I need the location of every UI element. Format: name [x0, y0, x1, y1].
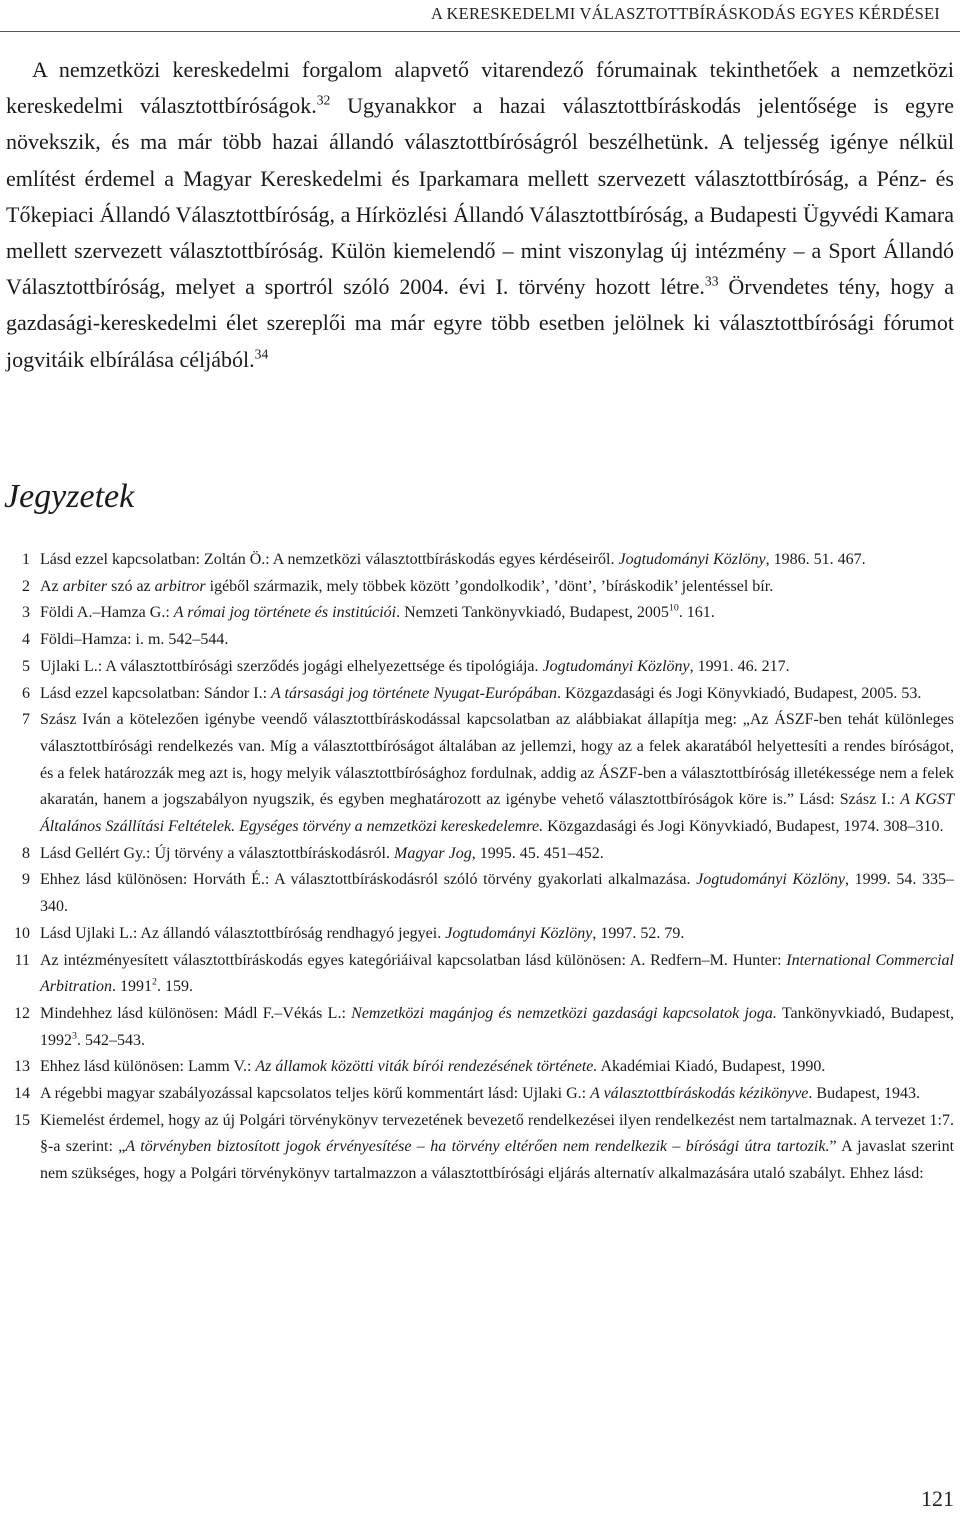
note-text-italic: Jogtudományi Közlöny	[445, 924, 593, 942]
note-text-a: Az intézményesített választottbíráskodás egyes kategóriáival kapcsolatban lásd különösen: A. Redfern–M. Hunter:	[40, 951, 787, 969]
note-text-c: . 161.	[678, 604, 715, 622]
note-text-b: , 1986. 51. 467.	[765, 551, 866, 568]
header-rule	[0, 31, 960, 32]
note-text	[40, 1108, 954, 1188]
note-text-a: Lásd ezzel kapcsolatban: Sándor I.:	[40, 684, 272, 702]
note-text-a: Ehhez lásd különösen: Lamm V.:	[40, 1058, 256, 1076]
note-text	[40, 867, 954, 920]
note-text-b: . Közgazdasági és Jogi Könyvkiadó, Budapest, 2005. 53.	[556, 684, 922, 702]
note-text-italic: Nemzetközi magánjog és nemzetközi gazdasági kapcsolatok joga.	[351, 1004, 777, 1022]
note-number: 6	[22, 684, 30, 702]
note-item	[0, 1054, 954, 1081]
note-number: 15	[14, 1111, 30, 1129]
note-text-b: Tankönyvkiadó, Budapest, 1992	[40, 1004, 955, 1049]
note-item	[0, 627, 954, 654]
body-text	[6, 52, 954, 378]
note-text-b: . Budapest, 1943.	[808, 1085, 920, 1103]
note-item	[0, 1081, 954, 1108]
note-item	[0, 948, 954, 1001]
note-text	[40, 841, 954, 868]
note-text-b: , 1995. 45. 451–452.	[471, 844, 604, 862]
note-item	[0, 1108, 954, 1188]
note-item	[0, 1001, 954, 1054]
note-text-a: Ujlaki L.: A választottbírósági szerződés jogági elhelyezettsége és tipológiája.	[40, 657, 543, 675]
note-superscript: 10	[668, 603, 679, 615]
note-text-a: Földi–Hamza: i. m. 542–544.	[40, 631, 229, 649]
note-text-italic: Jogtudományi Közlöny	[696, 871, 845, 889]
footnote-ref-34[interactable]: 34	[254, 346, 269, 362]
note-number: 11	[14, 951, 30, 969]
note-text-b: ” A javaslat szerint nem szükséges, hogy a Polgári törvénykönyv tartalmazzon a választottbírósági eljárás alternatív alkalmazására utaló szabályt. Ehhez lásd:	[40, 1138, 955, 1183]
note-text-italic: Jogtudományi Közlöny	[542, 657, 690, 675]
note-text-a: Kiemelést érdemel, hogy az új Polgári törvénykönyv tervezetének bevezető rendelkezései ilyen rendelkezést nem tartalmaznak. A tervezet 1:7. §-a szerint: „	[40, 1111, 954, 1156]
note-number: 12	[14, 1004, 30, 1022]
note-number: 8	[22, 844, 30, 862]
note-text	[40, 948, 954, 1001]
note-text-a: Lásd Gellért Gy.: Új törvény a választottbíráskodásról.	[40, 844, 394, 862]
note-item	[0, 867, 954, 920]
note-number: 9	[22, 871, 30, 889]
note-text-a: Lásd Ujlaki L.: Az állandó választottbíróság rendhagyó jegyei.	[40, 924, 446, 942]
note-text	[40, 547, 954, 574]
note-text-italic: Az államok közötti viták bírói rendezésének története.	[255, 1058, 598, 1076]
note-text	[40, 1054, 954, 1081]
body-text-part3: Örvendetes tény, hogy a gazdasági-kereskedelmi élet szereplői ma már egyre több esetben jelölnek ki választottbírósági fórumot jogvitáik elbírálása céljából.	[6, 274, 954, 372]
running-header: A KERESKEDELMI VÁLASZTOTTBÍRÁSKODÁS EGYES KÉRDÉSEI	[431, 4, 940, 23]
note-text-italic: arbiter	[62, 577, 108, 595]
note-item	[0, 707, 954, 841]
notes-list	[0, 547, 954, 1188]
note-number: 7	[22, 711, 30, 729]
note-text-a: Lásd ezzel kapcsolatban: Zoltán Ö.: A nemzetközi választottbíráskodás egyes kérdéseiről.	[40, 551, 619, 568]
note-text-b: . 1991	[112, 978, 153, 996]
note-text	[40, 654, 954, 681]
notes-title: Jegyzetek	[4, 478, 135, 515]
note-text	[40, 574, 954, 601]
note-item	[0, 841, 954, 868]
note-text-c: . 542–543.	[76, 1031, 145, 1049]
note-item	[0, 681, 954, 708]
note-text-italic: A KGST Általános Szállítási Feltételek. Egységes törvény a nemzetközi kereskedelemre.	[40, 791, 955, 836]
note-text-b: Akadémiai Kiadó, Budapest, 1990.	[597, 1058, 826, 1076]
note-number: 3	[22, 604, 30, 622]
note-text-b: . Nemzeti Tankönyvkiadó, Budapest, 2005	[396, 604, 669, 622]
note-item	[0, 574, 954, 601]
body-paragraph	[6, 52, 954, 378]
body-text-part2: Ugyanakkor a hazai választottbíráskodás jelentősége is egyre növekszik, és ma már több hazai állandó választottbíróságról beszélhetünk. A teljesség igénye nélkül említést érdemel a Magyar Kereskedelmi és Iparkamara mellett szervezett választottbíróság, a Pénz- és Tőkepiaci Állandó Választottbíróság, a Hírközlési Állandó Választottbíróság, a Budapesti Ügyvédi Kamara mellett szervezett választottbíróság. Külön kiemelendő – mint viszonylag új intézmény – a Sport Állandó Választottbíróság, melyet a sportról szóló 2004. évi I. törvény hozott létre.	[6, 93, 955, 300]
note-text-a: Az	[40, 577, 63, 595]
note-text-b: , 1997. 52. 79.	[592, 924, 685, 942]
note-superscript: 3	[72, 1030, 77, 1042]
note-text-italic: International Commercial Arbitration	[40, 951, 954, 996]
note-text	[40, 681, 954, 708]
note-text-b: , 1991. 46. 217.	[689, 657, 790, 675]
note-number: 10	[14, 924, 30, 942]
footnote-ref-32[interactable]: 32	[316, 92, 331, 108]
note-item	[0, 654, 954, 681]
note-text-italic: Jogtudományi Közlöny	[618, 551, 766, 568]
note-text-italic: A társasági jog története Nyugat-Európában	[271, 684, 557, 702]
footnote-ref-33[interactable]: 33	[704, 273, 719, 289]
note-number: 13	[14, 1058, 30, 1076]
note-text-b: szó az	[107, 577, 155, 595]
note-text-a: Szász Iván a kötelezően igénybe veendő választottbíráskodással kapcsolatban az alábbiakat állapítja meg: „Az ÁSZF-ben tehát különleges választottbírósági rendelkezés van. Míg a választottbíróságot általában az jellemzi, hogy az a felek akaratából helyettesíti a rendes bíróságot, és a felek határozzák meg azt is, hogy melyik választottbírósághoz fordulnak, addig az ÁSZF-ben a választottbíróság illetékessége nem a felek akaratán, hanem a jogszabályon nyugszik, és egyben meghatározott az igénybe vehető választottbíróságok köre is.” Lásd: Szász I.:	[40, 711, 954, 809]
note-text-italic-2: arbitror	[154, 577, 206, 595]
note-number: 5	[22, 657, 30, 675]
body-text-part1: A nemzetközi kereskedelmi forgalom alapvető vitarendező fórumainak tekinthetőek a nemzetközi kereskedelmi választottbíróságok.	[6, 57, 954, 119]
note-text	[40, 600, 954, 627]
note-text-a: Földi A.–Hamza G.:	[40, 604, 174, 622]
note-text	[40, 1001, 954, 1054]
note-text-b: Közgazdasági és Jogi Könyvkiadó, Budapest, 1974. 308–310.	[543, 818, 944, 836]
note-text-a: Ehhez lásd különösen: Horváth É.: A választottbíráskodásról szóló törvény gyakorlati alkalmazása.	[40, 871, 697, 889]
note-item	[0, 921, 954, 948]
note-text-italic: A választottbíráskodás kézikönyve	[590, 1085, 809, 1103]
note-text-italic: A római jog története és institúciói	[173, 604, 397, 622]
note-number: 2	[22, 577, 30, 595]
note-text-c: igéből származik, mely többek között ’gondolkodik’, ’dönt’, ’bíráskodik’ jelentéssel bír.	[205, 577, 774, 595]
note-text	[40, 707, 954, 841]
note-text-a: Mindehhez lásd különösen: Mádl F.–Vékás L.:	[40, 1004, 352, 1022]
note-text-italic: A törvényben biztosított jogok érvényesítése – ha törvény eltérően nem rendelkezik – bírósági útra tartozik.	[125, 1138, 830, 1156]
note-text	[40, 1081, 954, 1108]
note-text-a: A régebbi magyar szabályozással kapcsolatos teljes körű kommentárt lásd: Ujlaki G.:	[40, 1085, 591, 1103]
note-number: 4	[22, 631, 30, 649]
note-superscript: 2	[152, 976, 157, 988]
note-text-italic: Magyar Jog	[393, 844, 472, 862]
note-number: 14	[14, 1085, 30, 1103]
note-text	[40, 627, 954, 654]
note-text	[40, 921, 954, 948]
note-text-b: , 1999. 54. 335–340.	[40, 871, 955, 916]
note-text-c: . 159.	[156, 978, 193, 996]
note-item	[0, 547, 954, 574]
note-number: 1	[22, 551, 30, 568]
page-number: 121	[921, 1486, 954, 1511]
note-item	[0, 600, 954, 627]
